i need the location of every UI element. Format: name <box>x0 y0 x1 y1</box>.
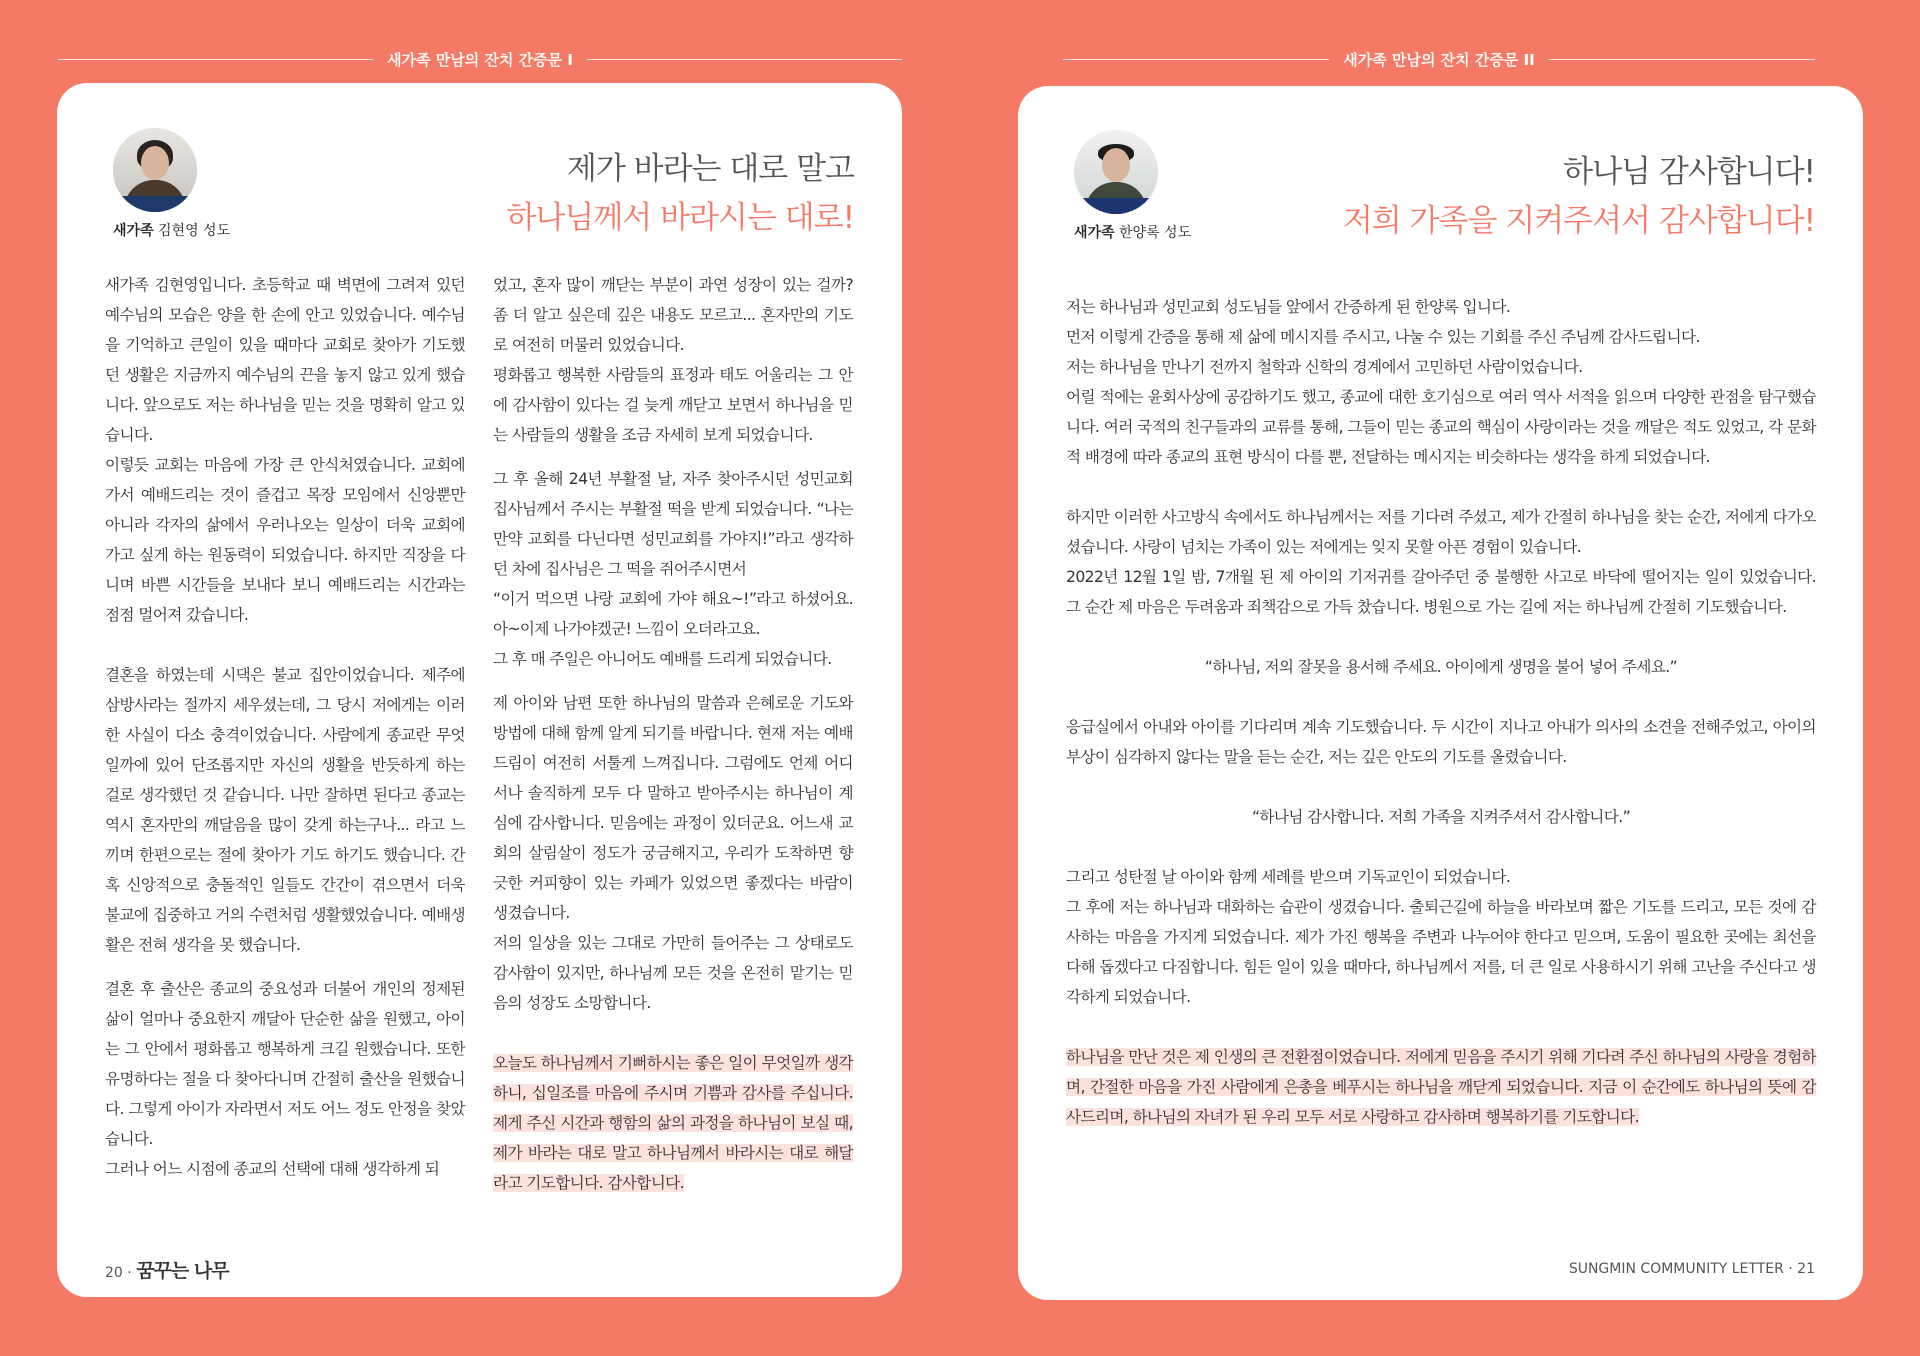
quote: “하나님, 저의 잘못을 용서해 주세요. 아이에게 생명을 불어 넣어 주세요.” <box>1204 658 1678 676</box>
paragraph: 결혼 후 출산은 종교의 중요성과 더불어 개인의 정제된 삶이 얼마나 중요한지 깨달아 단순한 삶을 원했고, 아이는 그 안에서 평화롭고 행복하게 크길 원했습니다. 또한 유명하다는 절을 다 찾아다니며 간절히 출산을 원했습니다. 그렇게 아이가 자라면서 저도 어느 정도 안정을 찾았습니다. <box>105 980 465 1148</box>
header-rule <box>58 59 373 60</box>
title-line-2: 하나님께서 바라시는 대로! <box>506 200 854 236</box>
title-line-2: 저희 가족을 지켜주셔서 감사합니다! <box>1342 203 1815 239</box>
right-folio: SUNGMIN COMMUNITY LETTER · 21 <box>1568 1261 1815 1277</box>
paragraph: 응급실에서 아내와 아이를 기다리며 계속 기도했습니다. 두 시간이 지나고 아내가 의사의 소견을 전해주었고, 아이의 부상이 심각하지 않다는 말을 듣는 순간, 저는 깊은 안도의 기도를 올렸습니다. <box>1066 718 1816 766</box>
right-title <box>1343 146 1815 240</box>
quote: “하나님 감사합니다. 저희 가족을 지켜주셔서 감사합니다.” <box>1251 808 1631 826</box>
magazine-brand: 꿈꾸는 나무 <box>136 1260 229 1282</box>
left-column-1 <box>105 270 465 1184</box>
profile-name: 새가족 김현영 성도 <box>113 223 231 239</box>
right-body <box>1066 292 1816 1132</box>
avatar <box>1074 130 1158 214</box>
highlighted-paragraph: 오늘도 하나님께서 기뻐하시는 좋은 일이 무엇일까 생각하니, 십일조를 마음에 주시며 기쁨과 감사를 주십니다. 제게 주신 시간과 행함의 삶의 과정을 하나님이 보실 때, 제가 바라는 대로 말고 하나님께서 바라시는 대로 해달라고 기도합니다. 감사합니다. <box>493 1054 853 1192</box>
paragraph: 저는 하나님과 성민교회 성도님들 앞에서 간증하게 된 한양록 입니다. 먼저 이렇게 간증을 통해 제 삶에 메시지를 주시고, 나눌 수 있는 기회를 주신 주님께 감사드립니다. 저는 하나님을 만나기 전까지 철학과 신학의 경계에서 고민하던 사람이었습니다. 어릴 적에는 윤회사상에 공감하기도 했고, 종교에 대한 호기심으로 여러 역사 서적을 읽으며 다양한 관점을 탐구했습니다. 여러 국적의 친구들과의 교류를 통해, 그들이 믿는 종교의 핵심이 사랑이라는 것을 깨달은 적도 있었고, 각 문화적 배경에 따라 종교의 표현 방식이 다를 뿐, 전달하는 메시지는 비슷하다는 생각을 하게 되었습니다. <box>1066 298 1816 466</box>
left-page <box>57 83 902 1297</box>
right-profile <box>1074 130 1191 242</box>
right-page <box>1018 86 1863 1300</box>
paragraph: 그러나 어느 시점에 종교의 선택에 대해 생각하게 되 <box>105 1160 440 1178</box>
paragraph: 었고, 혼자 많이 깨닫는 부분이 과연 성장이 있는 걸까? 좀 더 알고 싶은데 깊은 내용도 모르고... 혼자만의 기도로 여전히 머물러 있었습니다. <box>493 276 853 354</box>
title-line-1: 하나님 감사합니다! <box>1563 154 1815 190</box>
paragraph: 그 후 올해 24년 부활절 날, 자주 찾아주시던 성민교회 집사님께서 주시는 부활절 떡을 받게 되었습니다. “나는 만약 교회를 다닌다면 성민교회를 가야지!”라고 생각하던 차에 집사님은 그 떡을 쥐어주시면서 <box>493 470 853 578</box>
paragraph: 이렇듯 교회는 마음에 가장 큰 안식처였습니다. 교회에 가서 예배드리는 것이 즐겁고 목장 모임에서 신앙뿐만 아니라 각자의 삶에서 우러나오는 일상이 더욱 교회에 가고 싶게 하는 원동력이 되었습니다. 하지만 직장을 다니며 바쁜 시간들을 보내다 보니 예배드리는 시간과는 점점 멀어져 갔습니다. <box>105 456 465 624</box>
left-title <box>506 143 854 237</box>
right-header-title: 새가족 만남의 잔치 간증문 II <box>1343 50 1535 69</box>
left-section-header <box>58 48 902 70</box>
paragraph: 새가족 김현영입니다. 초등학교 때 벽면에 그려져 있던 예수님의 모습은 양을 한 손에 안고 있었습니다. 예수님을 기억하고 큰일이 있을 때마다 교회로 찾아가 기도했던 생활은 지금까지 예수님의 끈을 놓지 않고 있게 했습니다. 앞으로도 저는 하나님을 믿는 것을 명확히 알고 있습니다. <box>105 276 465 444</box>
paragraph: 결혼을 하였는데 시댁은 불교 집안이었습니다. 제주에 삼방사라는 절까지 세우셨는데, 그 당시 저에게는 이러한 사실이 다소 충격이었습니다. 사람에게 종교란 무엇일까에 있어 단조롭지만 자신의 생활을 반듯하게 하는 걸로 생각했던 것 같습니다. 나만 잘하면 된다고 종교는 역시 혼자만의 깨달음을 많이 갖게 하는구나... 라고 느끼며 한편으로는 절에 찾아가 기도 하기도 했습니다. 간혹 신앙적으로 충돌적인 일들도 간간이 겪으면서 더욱 불교에 집중하고 거의 수련처럼 생활했었습니다. 예배생활은 전혀 생각을 못 했습니다. <box>105 666 465 954</box>
left-folio: 20 · 꿈꾸는 나무 <box>105 1260 229 1282</box>
paragraph: 하지만 이러한 사고방식 속에서도 하나님께서는 저를 기다려 주셨고, 제가 간절히 하나님을 찾는 순간, 저에게 다가오셨습니다. 사랑이 넘치는 가족이 있는 저에게는 잊지 못할 아픈 경험이 있습니다. 2022년 12월 1일 밤, 7개월 된 제 아이의 기저귀를 갈아주던 중 불행한 사고로 바닥에 떨어지는 일이 있었습니다. 그 순간 제 마음은 두려움과 죄책감으로 가득 찼습니다. 병원으로 가는 길에 저는 하나님께 간절히 기도했습니다. <box>1066 508 1816 616</box>
paragraph: 그리고 성탄절 날 아이와 함께 세례를 받으며 기독교인이 되었습니다. 그 후에 저는 하나님과 대화하는 습관이 생겼습니다. 출퇴근길에 하늘을 바라보며 짧은 기도를 드리고, 모든 것에 감사하는 마음을 가지게 되었습니다. 제가 가진 행복을 주변과 나누어야 한다고 믿으며, 도움이 필요한 곳에는 최선을 다해 돕겠다고 다짐합니다. 힘든 일이 있을 때마다, 하나님께서 저를, 더 큰 일로 사용하시기 위해 고난을 주신다고 생각하게 되었습니다. <box>1066 868 1816 1006</box>
header-rule <box>587 59 902 60</box>
avatar <box>113 128 197 212</box>
page-number: 20 <box>105 1265 123 1281</box>
left-column-2 <box>493 270 853 1198</box>
paragraph: 저의 일상을 있는 그대로 가만히 들어주는 그 상태로도 감사함이 있지만, 하나님께 모든 것을 온전히 맡기는 믿음의 성장도 소망합니다. <box>493 934 853 1012</box>
header-rule <box>1549 59 1815 60</box>
paragraph: “이거 먹으면 나랑 교회에 가야 해요~!”라고 하셨어요. 아~이제 나가야겠군! 느낌이 오더라고요. <box>493 590 853 638</box>
paragraph: 그 후 매 주일은 아니어도 예배를 드리게 되었습니다. <box>493 650 832 668</box>
profile-name: 새가족 한양록 성도 <box>1074 225 1192 241</box>
paragraph: 평화롭고 행복한 사람들의 표정과 태도 어울리는 그 안에 감사함이 있다는 걸 늦게 깨닫고 보면서 하나님을 믿는 사람들의 생활을 조금 자세히 보게 되었습니다. <box>493 366 853 444</box>
title-line-1: 제가 바라는 대로 말고 <box>566 151 854 187</box>
paragraph: 제 아이와 남편 또한 하나님의 말씀과 은혜로운 기도와 방법에 대해 함께 알게 되기를 바랍니다. 현재 저는 예배드림이 여전히 서툴게 느껴집니다. 그럼에도 언제 어디서나 솔직하게 모두 다 말하고 받아주시는 하나님이 계심에 감사합니다. 믿음에는 과정이 있더군요. 어느새 교회의 살림살이 정도가 궁금해지고, 우리가 도착하면 향긋한 커피향이 있는 카페가 있었으면 좋겠다는 바람이 생겼습니다. <box>493 694 853 922</box>
right-section-header <box>1063 48 1815 70</box>
header-rule <box>1063 59 1329 60</box>
left-profile <box>113 128 230 240</box>
left-header-title: 새가족 만남의 잔치 간증문 I <box>387 50 573 69</box>
highlighted-paragraph: 하나님을 만난 것은 제 인생의 큰 전환점이었습니다. 저에게 믿음을 주시기 위해 기다려 주신 하나님의 사랑을 경험하며, 간절한 마음을 가진 사람에게 은총을 베푸시는 하나님을 깨닫게 되었습니다. 지금 이 순간에도 하나님의 뜻에 감사드리며, 하나님의 자녀가 된 우리 모두 서로 사랑하고 감사하며 행복하기를 기도합니다. <box>1066 1048 1816 1126</box>
